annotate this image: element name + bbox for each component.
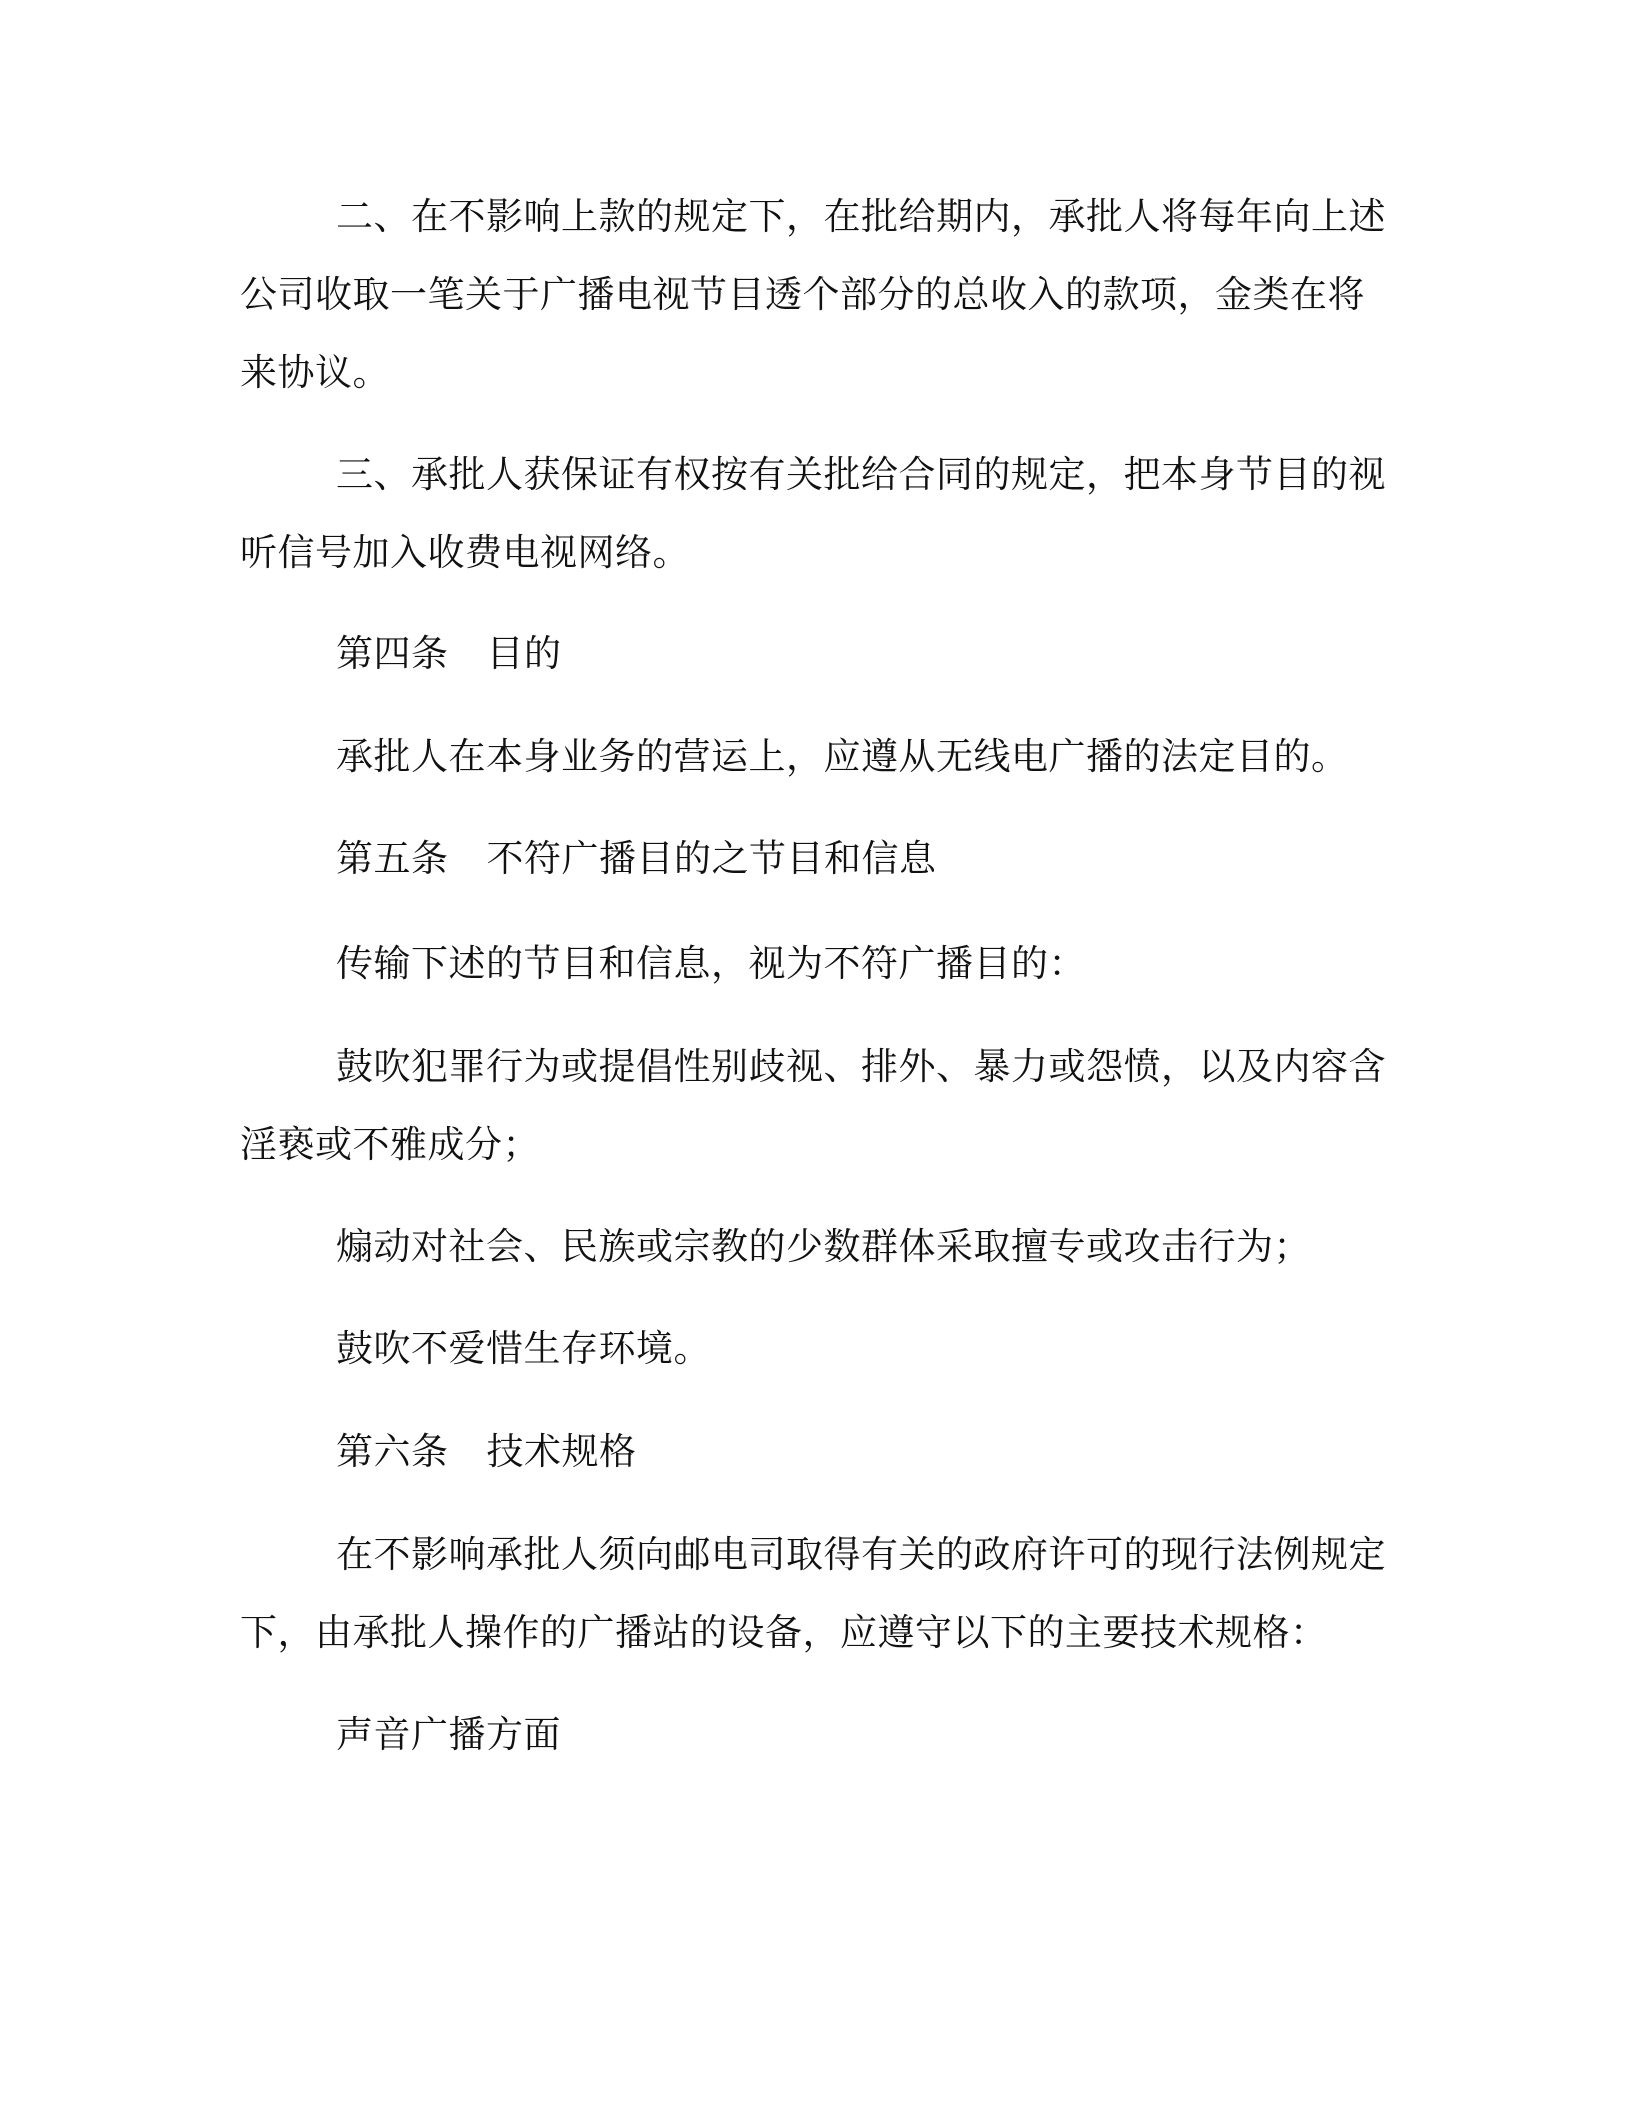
text-line: 公司收取一笔关于广播电视节目透个部分的总收入的款项，金类在将 [240,273,1365,316]
paragraph-article-6-body [240,1516,1390,1672]
paragraph-clause-2 [240,178,1390,412]
text-line: 鼓吹不爱惜生存环境。 [336,1327,711,1370]
text-line: 声音广播方面 [336,1713,561,1756]
text-line: 传输下述的节目和信息，视为不符广播目的： [336,942,1086,985]
paragraph-item-environment [240,1310,1390,1388]
paragraph-article-4-body [240,718,1390,796]
text-line: 承批人在本身业务的营运上，应遵从无线电广播的法定目的。 [336,735,1349,778]
text-line: 二、在不影响上款的规定下，在批给期内，承批人将每年向上述 [336,195,1386,238]
article-title: 不符广播目的之节目和信息 [486,837,937,880]
text-line: 来协议。 [240,351,390,394]
article-title: 目的 [486,632,562,675]
article-6-heading [240,1413,1390,1491]
article-number: 第六条 [336,1430,449,1473]
article-number: 第四条 [336,632,449,675]
paragraph-item-crime [240,1028,1390,1184]
paragraph-item-incitement [240,1208,1390,1286]
text-line: 在不影响承批人须向邮电司取得有关的政府许可的现行法例规定 [336,1533,1386,1576]
text-line: 煽动对社会、民族或宗教的少数群体采取擅专或攻击行为； [336,1225,1311,1268]
text-line: 淫亵或不雅成分； [240,1123,540,1166]
text-line: 三、承批人获保证有权按有关批给合同的规定，把本身节目的视 [336,453,1386,496]
article-4-heading [240,615,1390,693]
paragraph-clause-3 [240,436,1390,592]
article-5-heading [240,820,1390,898]
paragraph-sound-broadcasting [240,1696,1390,1774]
article-title: 技术规格 [486,1430,637,1473]
paragraph-article-5-intro [240,925,1390,1003]
text-line: 鼓吹犯罪行为或提倡性别歧视、排外、暴力或怨愤，以及内容含 [336,1045,1386,1088]
text-line: 下，由承批人操作的广播站的设备，应遵守以下的主要技术规格： [240,1611,1328,1654]
article-number: 第五条 [336,837,449,880]
text-line: 听信号加入收费电视网络。 [240,531,690,574]
